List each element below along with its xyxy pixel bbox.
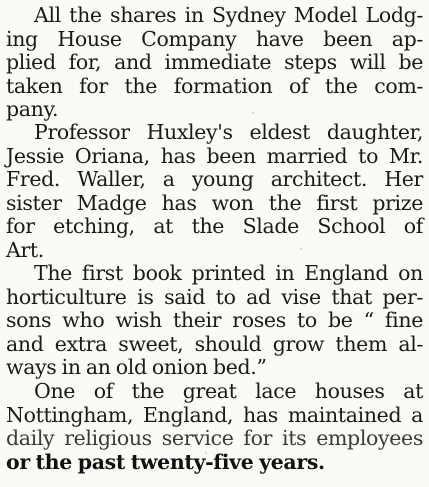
article-sydney-lodging-house [6,4,423,122]
print-speck [300,248,302,250]
print-speck [160,10,162,12]
article-line: plied for, and immediate steps will be [6,50,423,74]
article-line: for etching, at the Slade School of [6,214,423,238]
article-line: All the shares in Sydney Model Lodg- [34,3,423,27]
article-line: ways in an old onion bed.” [6,355,267,379]
article-line: Fred. Waller, a young architect. Her [6,167,423,191]
print-speck [90,372,92,374]
article-huxley-daughter [6,121,423,262]
article-line: Professor Huxley's eldest daughter, [34,120,423,144]
article-line: One of the great lace houses at [34,379,423,403]
article-line: ing House Company have been ap- [6,26,423,51]
print-speck [252,112,254,114]
article-line: The first book printed in England on [34,261,423,285]
article-line: taken for the formation of the com- [6,73,423,98]
article-line: horticulture is said to ad vise that per- [6,284,423,309]
article-line: sons who wish their roses to be “ fine [6,308,423,332]
article-line: or the past twenty-five years. [6,449,325,474]
print-speck [380,70,382,72]
article-line: Nottingham, England, has maintained a [6,402,423,427]
article-line: and extra sweet, should grow them al- [6,331,423,356]
article-line: daily religious service for its employees [6,426,423,450]
article-line: pany. [6,97,59,121]
print-speck [205,452,207,454]
article-nottingham-lace-house [6,380,423,474]
article-horticulture-book [6,262,423,380]
article-line: sister Madge has won the first prize [6,190,423,215]
article-line: Art. [6,237,44,262]
article-line: Jessie Oriana, has been married to Mr. [6,143,423,168]
